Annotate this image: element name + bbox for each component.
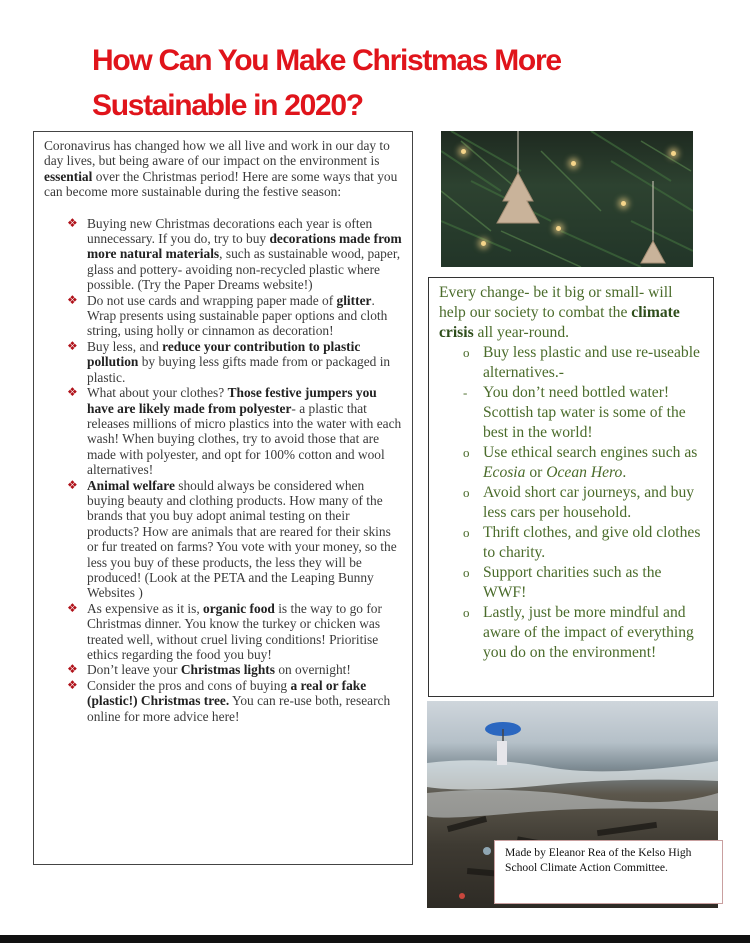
intro-text: over the Christmas period! Here are some ways that you can become more sustainable during the festive season: <box>44 168 398 200</box>
tip-item <box>67 293 404 339</box>
circle-bullet-icon: o <box>463 605 470 620</box>
change-item-text: Thrift clothes, and give old clothes to charity. <box>483 524 701 561</box>
tip-text: is the way to go for Christmas dinner. You know the turkey or chicken was treated well, without cruel living conditions! Prioritise ethics regarding the food you buy! <box>87 600 382 662</box>
intro-paragraph <box>44 138 404 200</box>
diamond-bullet-icon: ❖ <box>67 292 78 307</box>
tip-item <box>67 601 404 663</box>
tip-item <box>67 339 404 385</box>
diamond-bullet-icon: ❖ <box>67 677 78 692</box>
tips-list <box>44 216 404 724</box>
tip-text: What about your clothes? <box>87 385 228 401</box>
change-item <box>463 443 703 483</box>
change-list <box>439 343 703 663</box>
title-line-2: Sustainable in 2020? <box>92 89 363 122</box>
change-intro-bold: climate crisis <box>439 304 680 341</box>
change-item-text: Use ethical search engines such as <box>483 444 698 461</box>
diamond-bullet-icon: ❖ <box>67 215 78 230</box>
tip-text: . Wrap presents using sustainable paper options and cloth string, using holly or cinnamon as decoration! <box>87 292 388 339</box>
tip-item <box>67 385 404 477</box>
change-item-text: Lastly, just be more mindful and aware of the impact of everything you do on the environment! <box>483 604 694 661</box>
tip-item <box>67 678 404 724</box>
circle-bullet-icon: o <box>463 565 470 580</box>
tip-bold: reduce your contribution to plastic pollution <box>87 338 361 370</box>
tip-text: by buying less gifts made from or packaged in plastic. <box>87 354 391 385</box>
tip-text: - a plastic that releases millions of micro plastics into the water with each wash! When buying clothes, try to avoid those that are made with polyester, and opt for 100% cotton and wool alternatives! <box>87 400 402 478</box>
change-item <box>463 523 703 563</box>
change-intro-text: Every change- be it big or small- will help our society to combat the <box>439 284 673 321</box>
change-intro <box>439 283 703 343</box>
page-title <box>92 38 712 128</box>
tip-item <box>67 662 404 677</box>
diamond-bullet-icon: ❖ <box>67 662 78 677</box>
change-item <box>463 603 703 663</box>
tip-bold: decorations made from more natural materials <box>87 231 402 262</box>
tip-bold: Those festive jumpers you have are likely made from polyester <box>87 385 377 416</box>
tip-text: Consider the pros and cons of buying <box>87 677 291 693</box>
tip-item <box>67 478 404 601</box>
diamond-bullet-icon: ❖ <box>67 385 78 400</box>
dash-bullet-icon: - <box>463 385 468 400</box>
change-item <box>463 563 703 603</box>
ecosia-name: Ecosia <box>483 464 526 481</box>
tip-bold: Animal welfare <box>87 477 175 493</box>
circle-bullet-icon: o <box>463 485 470 500</box>
change-item-text: or <box>525 464 547 481</box>
intro-bold: essential <box>44 168 93 184</box>
tip-text: You can re-use both, research online for more advice here! <box>87 693 391 724</box>
ocean-hero-name: Ocean Hero <box>546 464 623 481</box>
change-item <box>463 483 703 523</box>
tip-text: Buy less, and <box>87 338 163 354</box>
tip-text: , such as sustainable wood, paper, glass and pottery- avoiding non-recycled plastic where possible. (Try the Paper Dreams website!) <box>87 246 401 293</box>
tip-text: Buying new Christmas decorations each year is often unnecessary. If you do, try to buy <box>87 215 373 247</box>
tip-item <box>67 216 404 293</box>
tip-text: As expensive as it is, <box>87 600 204 616</box>
circle-bullet-icon: o <box>463 525 470 540</box>
change-intro-text: all year-round. <box>473 324 570 341</box>
tip-text: on overnight! <box>274 662 351 678</box>
change-item <box>463 383 703 443</box>
tip-bold: Christmas lights <box>180 662 275 678</box>
intro-text: Coronavirus has changed how we all live and work in our day to day lives, but being aware of our impact on the environment is <box>44 138 390 169</box>
tip-bold: glitter <box>336 292 372 308</box>
change-item <box>463 343 703 383</box>
diamond-bullet-icon: ❖ <box>67 477 78 492</box>
circle-bullet-icon: o <box>463 445 470 460</box>
tip-text: Don’t leave your <box>87 662 181 678</box>
christmas-tree-photo <box>441 131 693 267</box>
tip-bold: a real or fake (plastic!) Christmas tree. <box>87 677 367 709</box>
change-item-text: Support charities such as the WWF! <box>483 564 662 601</box>
tip-bold: organic food <box>203 600 275 616</box>
author-credit: Made by Eleanor Rea of the Kelso High School Climate Action Committee. <box>494 840 723 904</box>
tip-text: should always be considered when buying beauty and clothing products. How many of the brands that you buy adopt animal testing on their products? How are animals that are reared for their skins or fur treated on farms? You vote with your money, so the less you buy of these products, the less they will be produced! (Look at the PETA and the Leaping Bunny Websites ) <box>87 477 397 601</box>
diamond-bullet-icon: ❖ <box>67 600 78 615</box>
title-line-1: How Can You Make Christmas More <box>92 44 561 77</box>
change-item-text: . <box>622 464 627 481</box>
change-item-text: Avoid short car journeys, and buy less cars per household. <box>483 484 695 521</box>
climate-change-box <box>428 277 714 697</box>
circle-bullet-icon: o <box>463 345 470 360</box>
tip-text: Do not use cards and wrapping paper made of <box>87 292 337 308</box>
change-item-text: You don’t need bottled water! Scottish tap water is some of the best in the world! <box>483 384 686 441</box>
tips-box <box>33 131 413 865</box>
bottom-bar <box>0 935 750 943</box>
tree-ornament-illustration <box>441 131 693 267</box>
change-item-text: Buy less plastic and use re-useable alternatives.- <box>483 344 700 381</box>
diamond-bullet-icon: ❖ <box>67 338 78 353</box>
